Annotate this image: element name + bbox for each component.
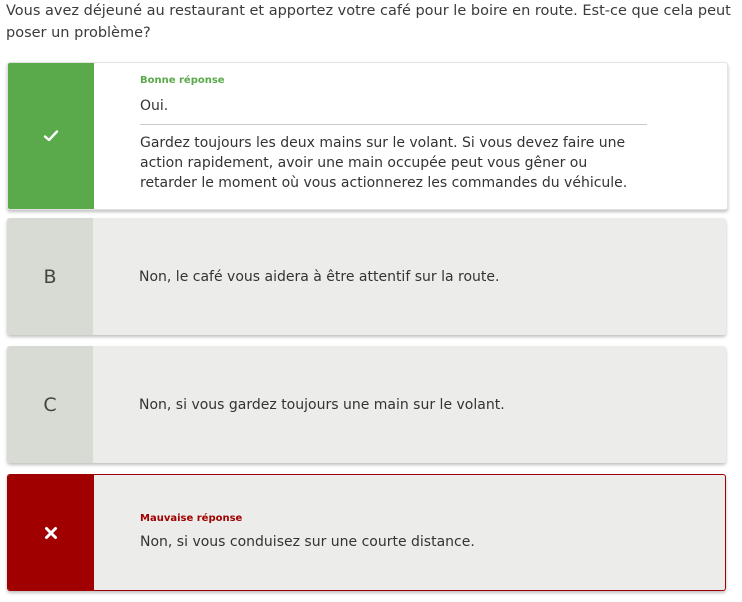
answer-d-body	[94, 475, 725, 590]
correct-answer-label: Bonne réponse	[140, 75, 225, 86]
answer-option-c[interactable]	[7, 346, 726, 463]
answer-c-letter: C	[7, 346, 93, 463]
answer-c-text: Non, si vous gardez toujours une main sur le volant.	[139, 396, 505, 413]
answer-d-text: Non, si vous conduisez sur une courte distance.	[140, 534, 475, 550]
answer-a-text: Oui.	[140, 98, 169, 114]
answer-b-text: Non, le café vous aidera à être attentif sur la route.	[139, 268, 500, 285]
wrong-answer-label: Mauvaise réponse	[140, 513, 243, 524]
answer-b-letter: B	[7, 218, 93, 335]
check-icon	[43, 129, 59, 143]
answer-d-marker	[8, 475, 94, 590]
answer-option-a[interactable]	[7, 62, 728, 210]
answer-explanation: Gardez toujours les deux mains sur le volant. Si vous devez faire une action rapidement, avoir une main occupée peut vous gêner ou retarder le moment où vous actionnerez les commandes du véhicule.	[140, 135, 628, 191]
question-text: Vous avez déjeuné au restaurant et apportez votre café pour le boire en route. Est-ce que cela peut poser un problème?	[6, 3, 731, 41]
answer-a-body	[94, 63, 728, 209]
answer-a-marker	[8, 63, 94, 209]
answer-option-d[interactable]	[7, 474, 726, 591]
divider	[140, 124, 647, 125]
answer-option-b[interactable]	[7, 218, 726, 335]
answer-c-body	[93, 346, 726, 463]
close-icon	[44, 526, 58, 540]
answer-b-body	[93, 218, 726, 335]
